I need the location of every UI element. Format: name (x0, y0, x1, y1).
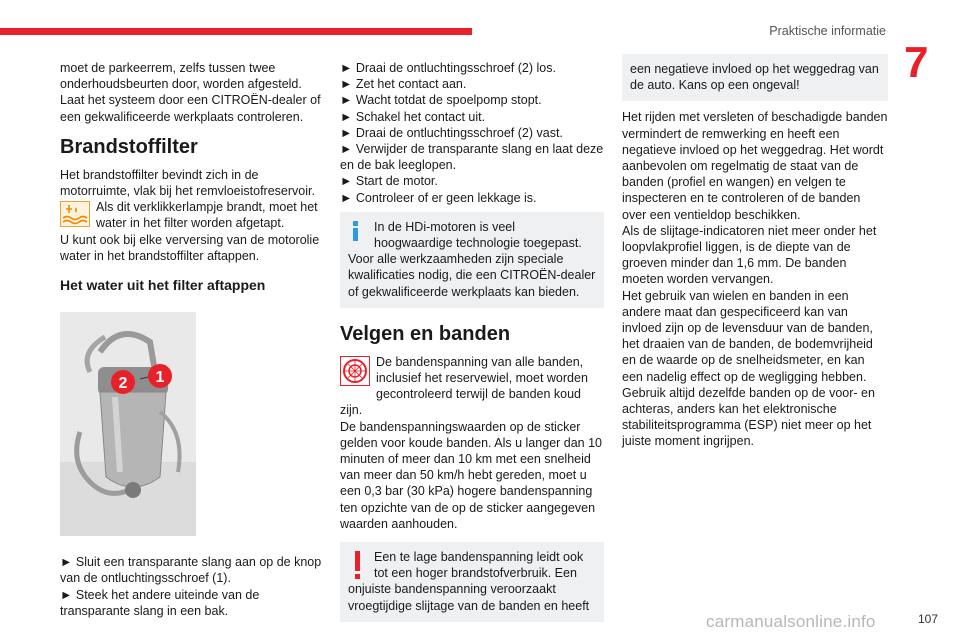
section-title: Praktische informatie (769, 24, 886, 38)
drain-step-8: ► Verwijder de transparante slang en laat deze en de bak leeglopen. (340, 141, 604, 173)
drain-step-2: ► Steek het andere uiteinde van de transparante slang in een bak. (60, 587, 326, 619)
oil-change-text: U kunt ook bij elke verversing van de motorolie water in het brandstoffilter aftappen. (60, 232, 320, 263)
callout-2-label: 2 (118, 375, 128, 393)
column-right (622, 60, 888, 450)
warning-note-continued-box (622, 54, 888, 101)
warning-note-box (340, 542, 604, 622)
drain-step-7: ► Draai de ontluchtingsschroef (2) vast. (340, 125, 604, 141)
heading-wheels-tyres: Velgen en banden (340, 322, 511, 345)
drain-step-10: ► Controleer of er geen lekkage is. (340, 190, 604, 206)
tyre-pressure-icon (340, 356, 370, 386)
page-number: 107 (917, 612, 938, 626)
sticker-values-text: De bandenspanningswaarden op de sticker gelden voor koude banden. Als u langer dan 10 minuten of meer dan 10 km met een snelheid van meer dan 50 km/h hebt gereden, moet u een 0,3 bar (30 kPa) hogere bandenspanning ten opzichte van de op de sticker aangegeven waarden aanhouden. (340, 419, 603, 531)
drain-step-5: ► Wacht totdat de spoelpomp stopt. (340, 92, 604, 108)
water-in-fuel-warning-icon (60, 201, 90, 227)
header-accent-bar (0, 28, 472, 35)
same-tyres-text: Gebruik altijd dezelfde banden op de voor- en achteras, anders kan het elektronische stabiliteitsprogramma (ESP) niet meer op het juiste moment ingrijpen. (622, 385, 875, 449)
heading-fuel-filter: Brandstoffilter (60, 135, 198, 158)
column-left (60, 60, 326, 619)
warning-note-continued-text: een negatieve invloed op het weggedrag van de auto. Kans op een ongeval! (630, 62, 879, 93)
info-note-box (340, 212, 604, 308)
watermark: carmanualsonline.info (706, 612, 876, 631)
fuel-filter-text: Het brandstoffilter bevindt zich in de motorruimte, vlak bij het remvloeistofreservoir. (60, 167, 315, 199)
drain-step-4: ► Zet het contact aan. (340, 76, 604, 92)
drain-step-9: ► Start de motor. (340, 173, 604, 189)
drain-step-3: ► Draai de ontluchtingsschroef (2) los. (340, 60, 604, 76)
drain-step-1: ► Sluit een transparante slang aan op de knop van de ontluchtingsschroef (1). (60, 554, 326, 586)
tyre-pressure-text: De bandenspanning van alle banden, inclusief het reservewiel, moet worden gecontroleerd terwijl de banden koud zijn. (340, 354, 588, 418)
warning-exclamation-icon (348, 549, 368, 579)
info-note-text: In de HDi-motoren is veel hoogwaardige technologie toegepast. Voor alle werkzaamheden zijn speciale kwalificaties nodig, die een CITROËN-dealer of gekwalificeerde werkplaats kan bieden. (348, 219, 596, 299)
wear-indicators-text: Als de slijtage-indicatoren niet meer onder het loopvlakprofiel liggen, is de diepte van de groeven minder dan 1,6 mm. De banden moeten worden vervangen. (622, 223, 877, 287)
different-size-text: Het gebruik van wielen en banden in een andere maat dan gespecificeerd kan van invloed zijn op de levensduur van de banden, het draaien van de banden, de bodemvrijheid en de waarde op de snelheidsmeter, en kan een nadelig effect op de wegligging hebben. (622, 288, 873, 384)
column-middle (340, 60, 604, 630)
subheading-drain-water: Het water uit het filter aftappen (60, 277, 266, 294)
info-icon (348, 219, 368, 241)
fuel-filter-photo (60, 312, 196, 536)
callout-1-label: 1 (155, 369, 165, 387)
intro-paragraph: moet de parkeerrem, zelfs tussen twee onderhoudsbeurten door, worden afgesteld. Laat het systeem door een CITROËN-dealer of een gekwalificeerde werkplaats controleren. (60, 61, 321, 124)
drain-step-6: ► Schakel het contact uit. (340, 109, 604, 125)
chapter-number: 7 (904, 38, 929, 87)
warning-lamp-text: Als dit verklikkerlampje brandt, moet het water in het filter worden afgetapt. (96, 200, 318, 231)
warning-note-text: Een te lage bandenspanning leidt ook tot een hoger brandstofverbruik. Een onjuiste bandenspanning veroorzaakt vroegtijdige slijtage van de banden en heeft (348, 550, 590, 613)
worn-tyres-text: Het rijden met versleten of beschadigde banden vermindert de remwerking en heeft een negatieve invloed op het weggedrag. Het wordt aanbevolen om regelmatig de staat van de banden (profiel en wangen) en velgen te inspecteren en te controleren of de banden over een ventieldop beschikken. (622, 110, 888, 222)
